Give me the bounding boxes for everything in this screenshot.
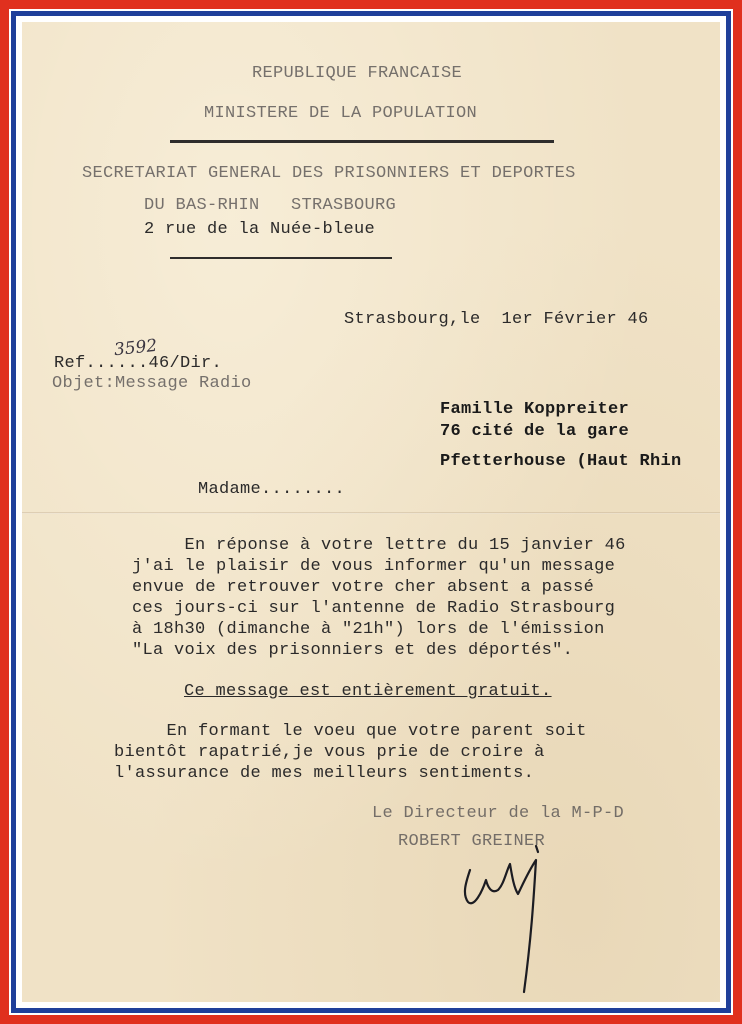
date-line: Strasbourg,le 1er Février 46 [344,310,649,329]
salutation: Madame........ [198,480,346,499]
body-line: En réponse à votre lettre du 15 janvier 46 [132,536,626,555]
objet-line: Objet:Message Radio [52,374,252,393]
recipient-street: 76 cité de la gare [440,422,630,441]
paper-fold-line [22,512,720,514]
recipient-name: Famille Koppreiter [440,400,630,419]
header-republic: REPUBLIQUE FRANCAISE [252,64,463,83]
reference-handwritten-number: 3592 [113,335,159,361]
header-ministry: MINISTERE DE LA POPULATION [204,104,478,123]
header-rule-top [170,140,554,143]
header-bas-rhin: DU BAS-RHIN STRASBOURG [144,196,397,215]
body-line: j'ai le plaisir de vous informer qu'un message [132,557,616,576]
recipient-town: Pfetterhouse (Haut Rhin [440,452,682,471]
body-line: envue de retrouver votre cher absent a passé [132,578,595,597]
header-secretariat: SECRETARIAT GENERAL DES PRISONNIERS ET DEPORTES [82,164,576,183]
body-line: En formant le voeu que votre parent soit [114,722,587,741]
body-line: l'assurance de mes meilleurs sentiments. [114,764,535,783]
signature-title: Le Directeur de la M-P-D [372,804,625,823]
body-line: à 18h30 (dimanche à "21h") lors de l'émission [132,620,605,639]
header-rule-bottom [170,257,392,259]
body-line: bientôt rapatrié,je vous prie de croire à [114,743,545,762]
signature-name: ROBERT GREINER [398,832,546,851]
free-message-notice: Ce message est entièrement gratuit. [184,682,552,701]
letter-paper [22,22,720,1002]
body-line: "La voix des prisonniers et des déportés". [132,641,574,660]
reference-line: Ref......46/Dir. [54,354,223,373]
header-address: 2 rue de la Nuée-bleue [144,220,376,239]
body-line: ces jours-ci sur l'antenne de Radio Strasbourg [132,599,616,618]
handwritten-signature [452,832,592,1002]
